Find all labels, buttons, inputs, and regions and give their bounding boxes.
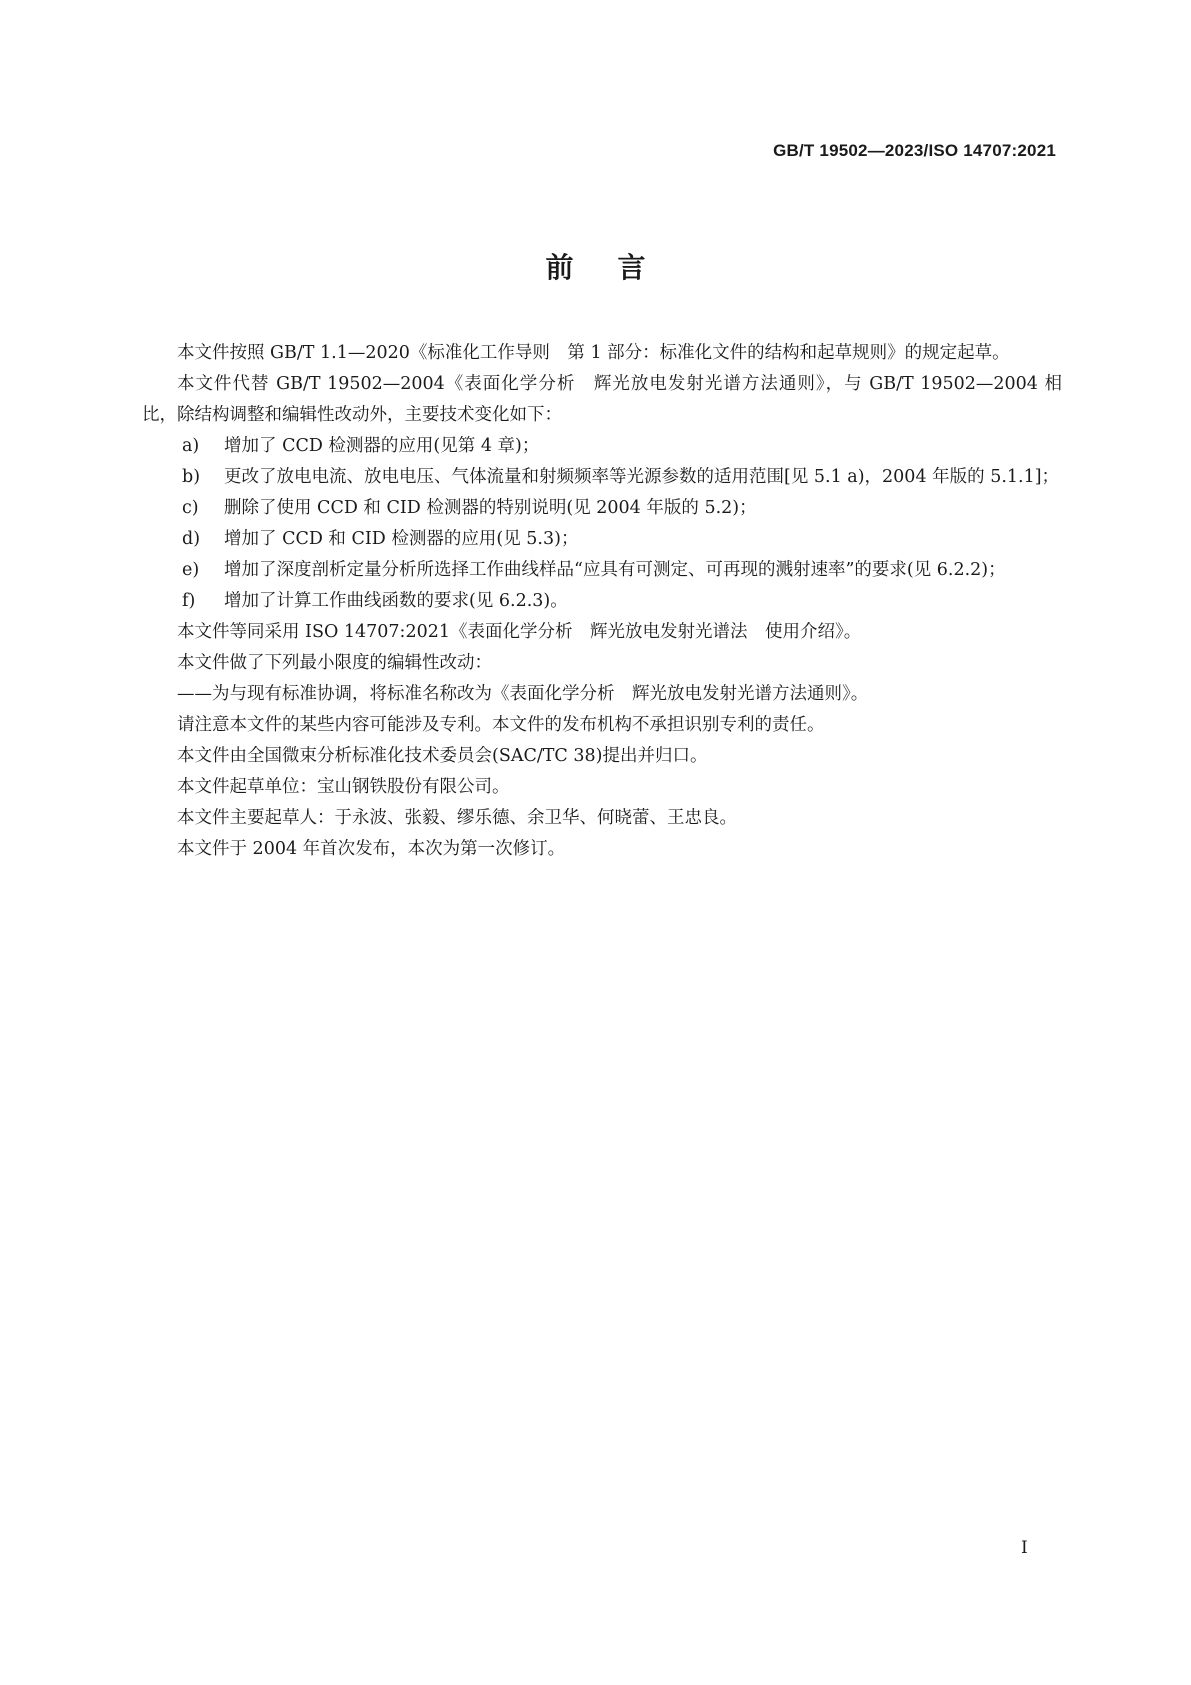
patent-notice-paragraph: 请注意本文件的某些内容可能涉及专利。本文件的发布机构不承担识别专利的责任。: [177, 715, 825, 735]
list-marker: b): [182, 467, 201, 487]
list-item: [142, 493, 1062, 524]
list-item-text: 更改了放电电流、放电电压、气体流量和射频频率等光源参数的适用范围[见 5.1 a)，2004 年版的 5.1.1]；: [224, 467, 1060, 487]
technical-changes-list: [142, 431, 1062, 617]
list-item-text: 增加了计算工作曲线函数的要求(见 6.2.3)。: [224, 591, 568, 611]
list-item-text: 增加了 CCD 和 CID 检测器的应用(见 5.3)；: [224, 529, 579, 549]
list-marker: c): [182, 498, 199, 518]
standard-number: GB/T 19502—2023/ISO 14707:2021: [773, 141, 1056, 160]
list-item-text: 删除了使用 CCD 和 CID 检测器的特别说明(见 2004 年版的 5.2)；: [224, 498, 757, 518]
list-marker: e): [182, 560, 200, 580]
adoption-paragraph: 本文件等同采用 ISO 14707:2021《表面化学分析 辉光放电发射光谱法 使用介绍》。: [177, 622, 862, 642]
list-item-text: 增加了 CCD 检测器的应用(见第 4 章)；: [224, 436, 540, 456]
list-marker: d): [182, 529, 201, 549]
list-item: [142, 555, 1062, 586]
list-item-text: 增加了深度剖析定量分析所选择工作曲线样品“应具有可测定、可再现的溅射速率”的要求(见 6.2.2)；: [224, 560, 1006, 580]
drafting-unit-paragraph: 本文件起草单位：宝山钢铁股份有限公司。: [177, 777, 510, 797]
editorial-change-paragraph: ——为与现有标准协调，将标准名称改为《表面化学分析 辉光放电发射光谱方法通则》。: [177, 684, 869, 704]
replacement-paragraph: 本文件代替 GB/T 19502—2004《表面化学分析 辉光放电发射光谱方法通则》，与 GB/T 19502—2004 相比，除结构调整和编辑性改动外，主要技术变化如下：: [142, 374, 1062, 425]
page-number: I: [1021, 1538, 1028, 1558]
list-item: [142, 586, 1062, 617]
list-item: [142, 524, 1062, 555]
list-item: [142, 462, 1062, 493]
list-marker: f): [182, 591, 196, 611]
foreword-body: [142, 338, 1062, 865]
drafters-paragraph: 本文件主要起草人：于永波、张毅、缪乐德、余卫华、何晓蕾、王忠良。: [177, 808, 737, 828]
editorial-intro-paragraph: 本文件做了下列最小限度的编辑性改动：: [177, 653, 492, 673]
drafting-rules-paragraph: 本文件按照 GB/T 1.1—2020《标准化工作导则 第 1 部分：标准化文件的结构和起草规则》的规定起草。: [177, 343, 1010, 363]
history-paragraph: 本文件于 2004 年首次发布，本次为第一次修订。: [177, 839, 566, 859]
page-title: 前言: [545, 251, 690, 284]
proposer-paragraph: 本文件由全国微束分析标准化技术委员会(SAC/TC 38)提出并归口。: [177, 746, 708, 766]
list-marker: a): [182, 436, 200, 456]
list-item: [142, 431, 1062, 462]
